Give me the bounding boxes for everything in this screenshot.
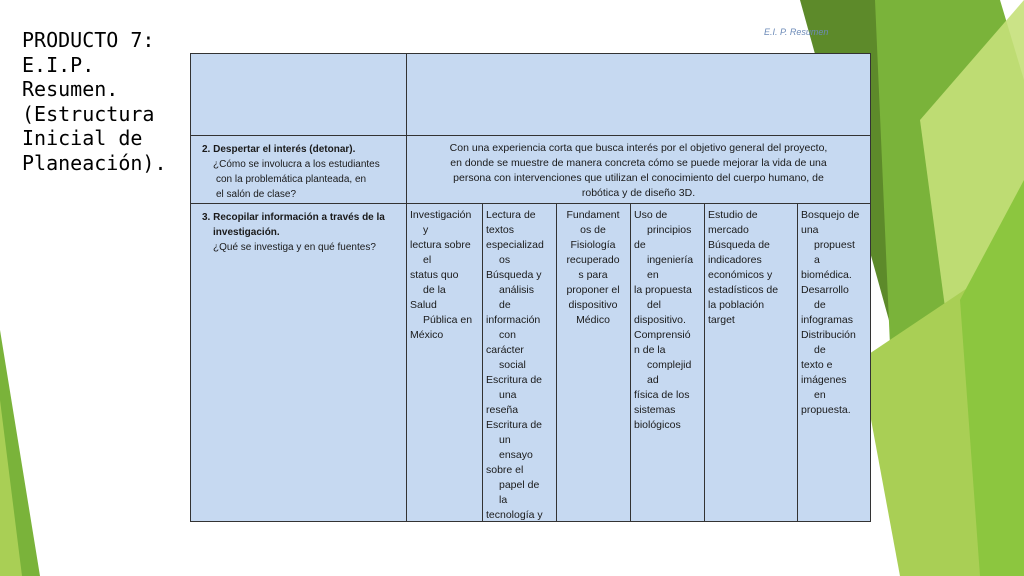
row3-col6-line: infogramas [801, 314, 853, 326]
row3-col3-cell [557, 204, 631, 521]
row3-col3-line: recuperado [566, 254, 620, 266]
slide-title [22, 28, 182, 175]
row3-col4-line: sistemas [634, 404, 676, 416]
row3-col2-line: reseña [486, 404, 519, 416]
row3-col4-line: n de la [634, 344, 666, 356]
row3-title-line: Recopilar información a través de la [213, 212, 385, 223]
row3-col4-line: Uso de [634, 209, 668, 221]
row3-col6-cell [798, 204, 870, 521]
row2-content-line: Con una experiencia corta que busca interés por el objetivo general del proyecto, [449, 142, 828, 154]
row2-content-line: robótica y de diseño 3D. [581, 187, 696, 199]
row3-col2-line: Lectura de [486, 209, 536, 221]
row3-col6-line: a [814, 254, 820, 266]
row3-col4-cell [631, 204, 705, 521]
row3-col6-line: Bosquejo de [801, 209, 860, 221]
row3-col3-line: Fisiología [570, 239, 616, 251]
row3-label-cell [191, 204, 407, 521]
row3-col6-line: texto e [801, 359, 833, 371]
row3-col2-line: Escritura de [486, 374, 543, 386]
row3-col4-line: complejid [647, 359, 692, 371]
row3-col2-line: carácter [486, 344, 524, 356]
row3-col4-line: Comprensió [634, 329, 691, 341]
row3-col5-line: indicadores [708, 254, 762, 266]
row3-col1-line: status quo [410, 269, 459, 281]
slide-title-line: Inicial de [22, 126, 143, 150]
row3-col4-line: la propuesta [634, 284, 692, 296]
row3-col4-line: ingeniería [647, 254, 694, 266]
row3-col5-line: mercado [708, 224, 749, 236]
row3-col2-line: con [499, 329, 516, 341]
row3-col1-line: lectura sobre [410, 239, 471, 251]
row3-col2-line: ensayo [499, 449, 533, 461]
row2-content-line: en donde se muestre de manera concreta cómo se puede mejorar la vida de una [450, 157, 827, 169]
row3-col2-line: textos [486, 224, 515, 236]
row3-col4-line: en [647, 269, 659, 281]
row3-col6-line: Distribución [801, 329, 856, 341]
row3-col6-line: en [814, 389, 826, 401]
row2-content-line: persona con intervenciones que utilizan el conocimiento del cuerpo humano, de [453, 172, 824, 184]
row3-col1-line: Pública en [423, 314, 473, 326]
row3-col4-line: de [634, 239, 646, 251]
row2-title: Despertar el interés (detonar). [213, 144, 356, 155]
row2-label-cell [191, 136, 407, 204]
row3-col2-cell [483, 204, 557, 521]
row3-col4-line: del [647, 299, 662, 311]
row3-col4-line: física de los [634, 389, 690, 401]
row3-col2-line: social [499, 359, 526, 371]
row3-col1-line: Salud [410, 299, 437, 311]
row3-col3-line: dispositivo [568, 299, 618, 311]
slide-title-line: PRODUCTO 7: [22, 28, 155, 52]
row3-col2-line: sobre el [486, 464, 524, 476]
row2-question-line: el salón de clase? [216, 189, 297, 200]
row2-number: 2. [202, 144, 211, 155]
row3-col2-line: os [499, 254, 511, 266]
row3-number: 3. [202, 212, 211, 223]
row3-col2-line: un [499, 434, 511, 446]
row1-label-cell [191, 54, 407, 136]
slide-title-line: (Estructura [22, 101, 155, 126]
row3-col5-cell [705, 204, 798, 521]
row3-col6-line: una [801, 224, 819, 236]
row1-content-cell [407, 54, 870, 136]
row2-content-cell [407, 136, 870, 204]
row3-col6-line: Desarrollo [801, 284, 849, 296]
row3-title-line: investigación. [213, 227, 280, 238]
row3-col5-line: económicos y [708, 269, 773, 281]
row3-col6-line: de [814, 344, 826, 356]
row3-col5-line: Búsqueda de [708, 239, 770, 251]
row3-col2-line: especializad [486, 239, 544, 251]
row2-question-line: ¿Cómo se involucra a los estudiantes [213, 159, 380, 170]
row3-col6-line: imágenes [801, 374, 847, 386]
row3-col4-line: principios [647, 224, 692, 236]
row3-col5-line: la población [708, 299, 765, 311]
row3-col5-line: target [708, 314, 735, 326]
row3-col2-line: de [499, 299, 511, 311]
row3-col6-line: propuesta. [801, 404, 851, 416]
row3-col2-line: una [499, 389, 517, 401]
row3-col2-line: tecnología y [486, 509, 543, 521]
row3-col3-line: proponer el [566, 284, 620, 296]
row3-col4-line: ad [647, 374, 659, 386]
row3-col1-line: y [423, 224, 429, 236]
slide-title-line: Resumen. [22, 77, 119, 101]
row3-col5-line: estadísticos de [708, 284, 779, 296]
row3-col2-line: la [499, 494, 508, 506]
row3-col1-line: México [410, 329, 444, 341]
row3-col5-line: Estudio de [708, 209, 758, 221]
row3-col3-line: Médico [576, 314, 610, 326]
row3-col2-line: Búsqueda y [486, 269, 542, 281]
header-label: E.I. P. Resumen [764, 27, 829, 37]
row3-col3-line: Fundament [566, 209, 620, 221]
row2-question-line: con la problemática planteada, en [216, 174, 367, 185]
row3-col6-line: de [814, 299, 826, 311]
row3-col4-line: dispositivo. [634, 314, 686, 326]
eip-table [190, 53, 871, 522]
row3-col1-cell [407, 204, 483, 521]
slide-title-line: Planeación). [22, 150, 167, 175]
row3-col1-line: de la [423, 284, 446, 296]
row3-col1-line: Investigación [410, 209, 472, 221]
slide-title-line: E.I.P. [22, 52, 95, 77]
row3-col6-line: propuest [814, 239, 855, 251]
row3-col2-line: análisis [499, 284, 535, 296]
row3-col2-line: información [486, 314, 541, 326]
row3-col2-line: papel de [499, 479, 540, 491]
row3-col1-line: el [423, 254, 432, 266]
row3-col3-line: s para [578, 269, 608, 281]
row3-col4-line: biológicos [634, 419, 681, 431]
row3-col6-line: biomédica. [801, 269, 852, 281]
row3-question: ¿Qué se investiga y en qué fuentes? [213, 242, 376, 253]
row3-col3-line: os de [580, 224, 606, 236]
row3-col2-line: Escritura de [486, 419, 543, 431]
